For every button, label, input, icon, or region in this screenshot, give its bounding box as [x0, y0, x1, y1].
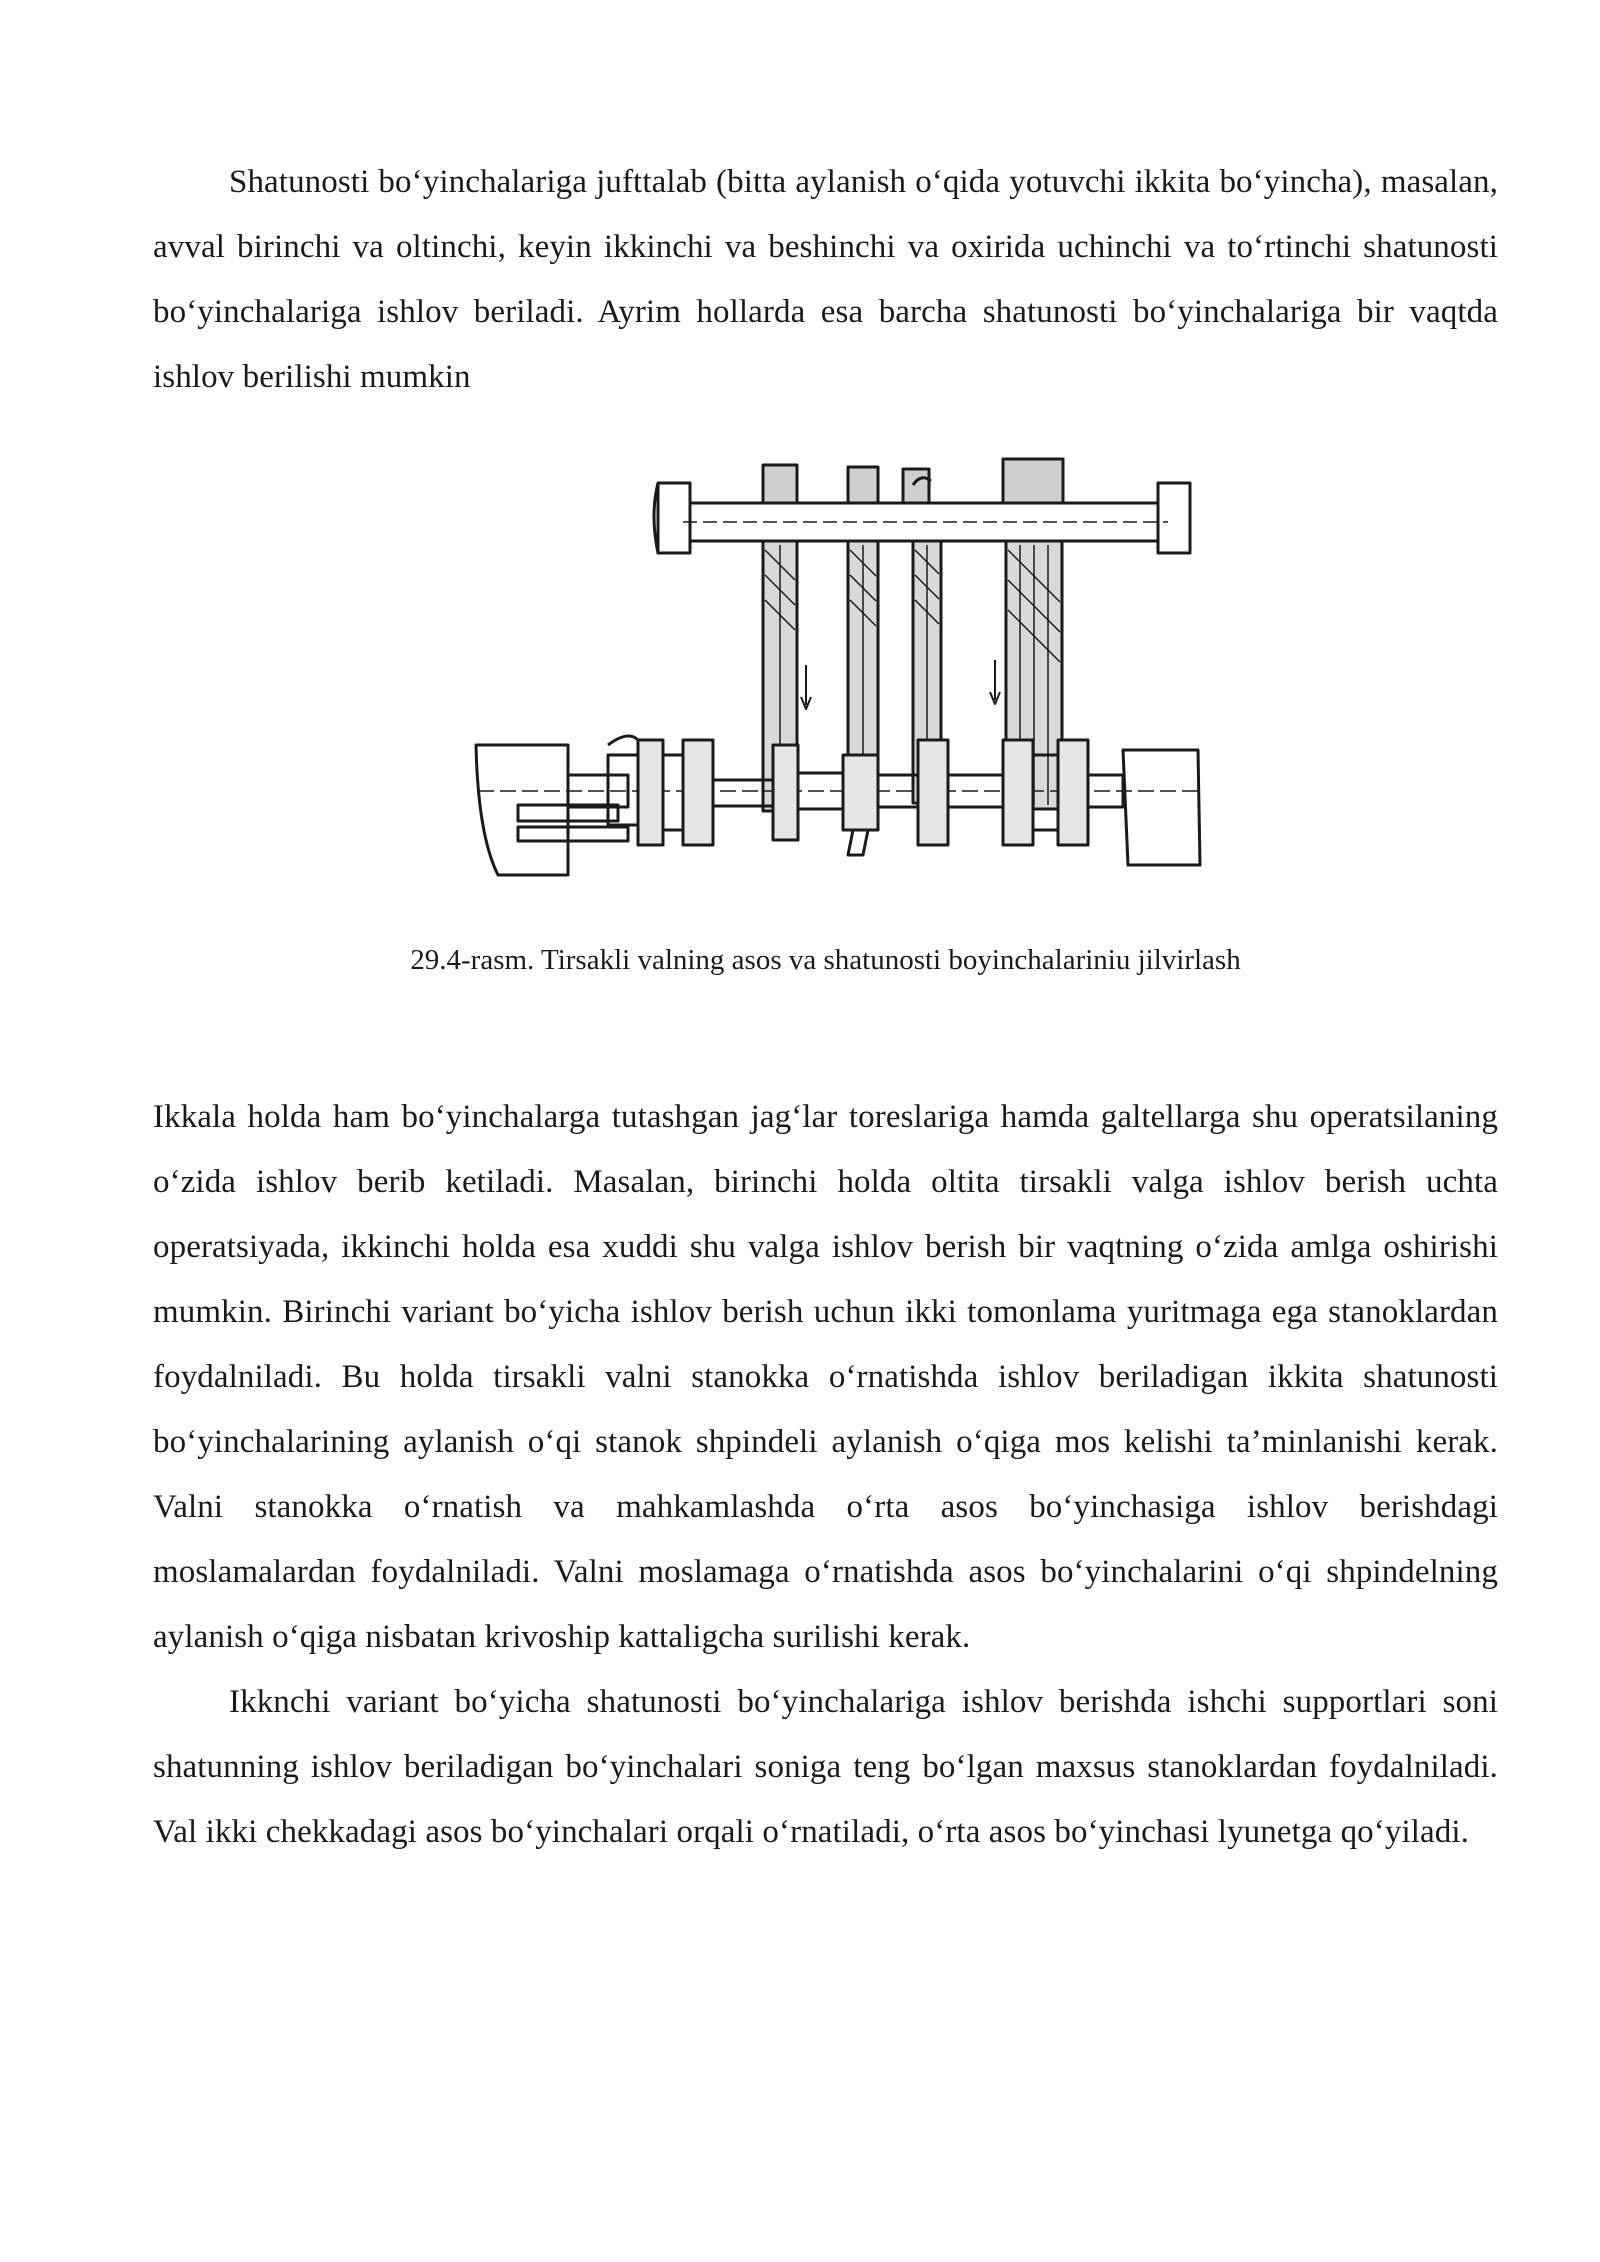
- paragraph-1: Shatunosti bo‘yinchalariga jufttalab (bitta aylanish o‘qida yotuvchi ikkita bo‘yincha), masalan, avval birinchi va oltinchi, keyin ikkinchi va beshinchi va oxirida uchinchi va to‘rtinchi shatunosti bo‘yinchalariga ishlov beriladi. Ayrim hollarda esa barcha shatunosti bo‘yinchalariga bir vaqtda ishlov berilishi mumkin: [153, 164, 1498, 395]
- figure-grinding-crankshaft: [153, 455, 1498, 1085]
- figure-caption: 29.4-rasm. Tirsakli valning asos va shatunosti boyinchalariniu jilvirlash: [410, 944, 1241, 976]
- document-page: [153, 150, 1498, 1865]
- crankshaft-grinding-drawing: [458, 455, 1203, 905]
- paragraph-3: Ikknchi variant bo‘yicha shatunosti bo‘yinchalariga ishlov berishda ishchi supportlari soni shatunning ishlov beriladigan bo‘yinchalari soniga teng bo‘lgan maxsus stanoklardan foydalniladi. Val ikki chekkadagi asos bo‘yinchalari orqali o‘rnatiladi, o‘rta asos bo‘yinchasi lyunetga qo‘yiladi.: [153, 1684, 1498, 1850]
- paragraph-2: Ikkala holda ham bo‘yinchalarga tutashgan jag‘lar toreslariga hamda galtellarga shu operatsilaning o‘zida ishlov berib ketiladi. Masalan, birinchi holda oltita tirsakli valga ishlov berish uchta operatsiyada, ikkinchi holda esa xuddi shu valga ishlov berish bir vaqtning o‘zida amlga oshirishi mumkin. Birinchi variant bo‘yicha ishlov berish uchun ikki tomonlama yuritmaga ega stanoklardan foydalniladi. Bu holda tirsakli valni stanokka o‘rnatishda ishlov beriladigan ikkita shatunosti bo‘yinchalarining aylanish o‘qi stanok shpindeli aylanish o‘qiga mos kelishi ta’minlanishi kerak. Valni stanokka o‘rnatish va mahkamlashda o‘rta asos bo‘yinchasiga ishlov berishdagi moslamalardan foydalniladi. Valni moslamaga o‘rnatishda asos bo‘yinchalarini o‘qi shpindelning aylanish o‘qiga nisbatan krivoship kattaligcha surilishi kerak.: [153, 1099, 1498, 1655]
